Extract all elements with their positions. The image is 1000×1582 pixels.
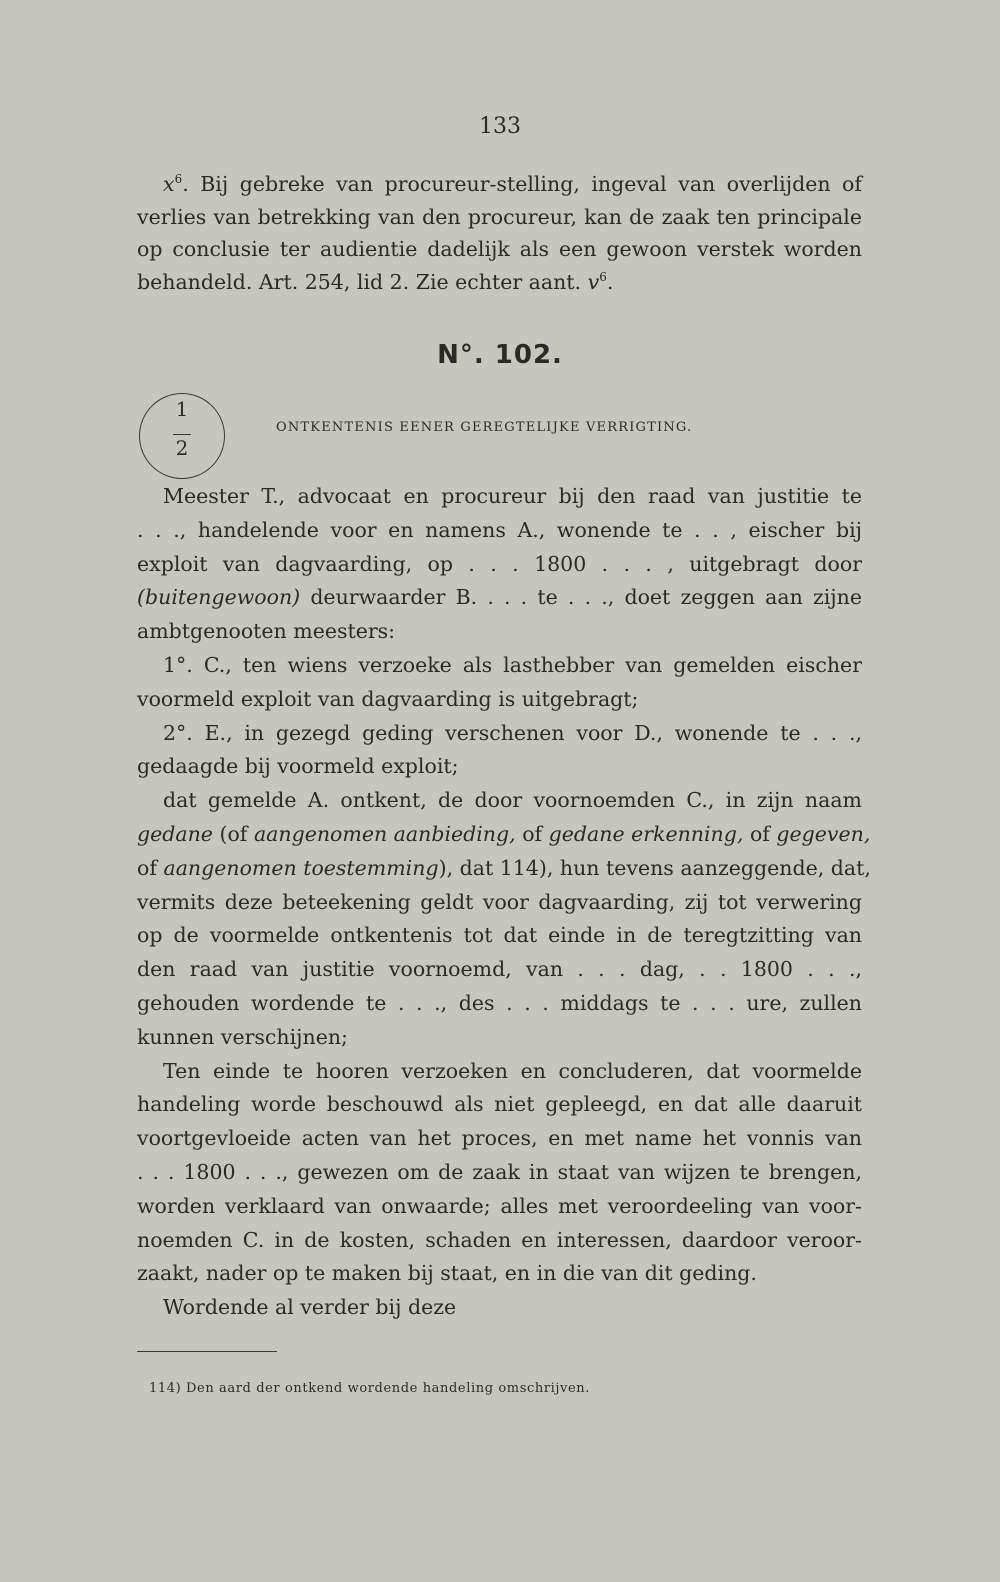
italic-term: gedane xyxy=(137,821,213,846)
label-base: x xyxy=(163,172,175,196)
section-heading: ONTKENTENIS EENER GEREGTELIJKE VERRIGTING. xyxy=(276,420,693,435)
fraction-denominator: 2 xyxy=(175,436,189,460)
text-line xyxy=(137,852,871,886)
text-line: 1°. C., ten wiens verzoeke als lasthebber van gemelden eischer xyxy=(163,652,862,677)
text-line: worden verklaard van onwaarde; alles met veroordeeling van voor- xyxy=(137,1193,862,1218)
italic-term: aangenomen toestemming xyxy=(163,855,439,880)
italic-term: gegeven, xyxy=(776,821,871,846)
text-line: Meester T., advocaat en procureur bij den raad van justitie te xyxy=(163,484,862,508)
text-line: op de voormelde ontkentenis tot dat einde in de teregtzitting van xyxy=(137,923,862,948)
text-line: op conclusie ter audientie dadelijk als een gewoon verstek worden xyxy=(137,237,862,261)
text-line: behandeld. Art. 254, lid 2. Zie echter aant. $v^6$. xyxy=(137,269,614,294)
footnote-rule xyxy=(137,1351,277,1352)
text-line: ambtgenooten meesters: xyxy=(137,619,396,644)
text-line: kunnen verschijnen; xyxy=(137,1024,348,1049)
body-text xyxy=(137,480,871,1325)
text-line: 2°. E., in gezegd geding verschenen voor D., wonende te . . ., xyxy=(163,720,862,745)
text-line: handeling worde beschouwd als niet gepleegd, en dat alle daaruit xyxy=(137,1092,862,1117)
text-line-content: deurwaarder B. . . . te . . ., doet zeggen aan zijne xyxy=(310,585,862,610)
fraction-circle xyxy=(139,393,225,479)
footnote: 114) Den aard der ontkend wordende handeling omschrijven. xyxy=(149,1381,590,1396)
text-fragment: of xyxy=(137,855,157,880)
text-line: dat gemelde A. ontkent, de door voornoemden C., in zijn naam xyxy=(163,788,862,813)
text-fragment: (of xyxy=(219,821,248,846)
text-line: gedaagde bij voormeld exploit; xyxy=(137,754,459,779)
italic-term: (buitengewoon) xyxy=(137,585,301,610)
text-fragment: of xyxy=(522,821,543,846)
text-line: Wordende al verder bij deze xyxy=(163,1295,457,1320)
text-line: vermits deze beteekening geldt voor dagvaarding, zij tot verwering xyxy=(137,889,862,914)
act-number: N°. 102. xyxy=(437,340,563,370)
text-line: noemden C. in de kosten, schaden en interessen, daardoor veroor- xyxy=(137,1227,862,1252)
ref-base: v xyxy=(587,269,600,294)
page-number: 133 xyxy=(479,114,521,139)
text-line: . . ., handelende voor en namens A., wonende te . . , eischer bij xyxy=(137,517,862,542)
text-line: voortgevloeide acten van het proces, en met name het vonnis van xyxy=(137,1126,862,1151)
text-line: voormeld exploit van dagvaarding is uitgebragt; xyxy=(137,686,639,711)
label-sup: 6 xyxy=(174,172,183,187)
text-line: . . . 1800 . . ., gewezen om de zaak in staat van wijzen te brengen, xyxy=(137,1159,862,1184)
text-line: $x^6$. Bij gebreke van procureur-stelling, ingeval van overlijden of xyxy=(163,172,862,196)
text-line: exploit van dagvaarding, op . . . 1800 . . . , uitgebragt door xyxy=(137,551,862,576)
italic-term: aangenomen aanbieding, xyxy=(253,821,516,846)
text-line: den raad van justitie voornoemd, van . . . dag, . . 1800 . . ., xyxy=(137,957,862,982)
fraction-bar xyxy=(173,434,191,435)
fraction-numerator: 1 xyxy=(175,397,189,421)
text-line-content: behandeld. Art. 254, lid 2. Zie echter aant. xyxy=(137,269,582,294)
text-line: gehouden wordende te . . ., des . . . middags te . . . ure, zullen xyxy=(137,990,862,1015)
text-line: zaakt, nader op te maken bij staat, en in die van dit geding. xyxy=(137,1261,757,1286)
text-line xyxy=(137,818,871,852)
italic-term: gedane erkenning, xyxy=(548,821,744,846)
text-fragment: of xyxy=(749,821,770,846)
text-fragment: ), dat 114), hun tevens aanzeggende, dat, xyxy=(438,855,871,880)
text-line-content: Bij gebreke van procureur-stelling, ingeval van overlijden of xyxy=(200,172,862,196)
text-line xyxy=(137,581,862,615)
ref-sup: 6 xyxy=(599,269,607,284)
text-line: Ten einde te hooren verzoeken en concluderen, dat voormelde xyxy=(163,1058,862,1083)
paragraph-x6 xyxy=(137,168,862,298)
text-line: verlies van betrekking van den procureur, kan de zaak ten principale xyxy=(137,204,862,229)
